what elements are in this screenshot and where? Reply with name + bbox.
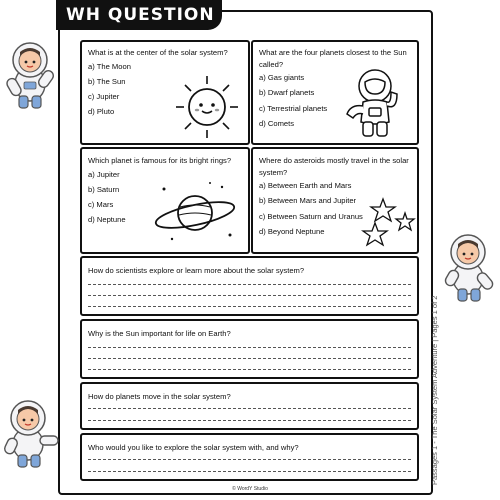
mcq-question: Where do asteroids mostly travel in the solar system? [259,156,409,177]
page-side-caption: Passages 1 - The Solar System Adventure | Pages 1 of 2 [430,295,439,485]
mcq-option[interactable]: b) The Sun [88,76,126,86]
answer-line[interactable] [88,420,411,421]
mcq-option[interactable]: a) The Moon [88,61,131,71]
open-question: Why is the Sun important for life on Earth? [88,329,231,338]
mcq-option[interactable]: d) Comets [259,118,295,128]
open-question: How do scientists explore or learn more about the solar system? [88,266,305,275]
answer-line[interactable] [88,358,411,359]
copyright-footer: © WordY Studio [232,486,268,492]
mcq-option[interactable]: b) Saturn [88,184,120,194]
answer-line[interactable] [88,459,411,460]
mcq-option[interactable]: a) Gas giants [259,73,305,82]
answer-line[interactable] [88,306,411,307]
mcq-option[interactable]: c) Jupiter [88,92,120,102]
mcq-box-1 [80,40,250,145]
open-question: How do planets move in the solar system? [88,392,231,401]
answer-line[interactable] [88,408,411,409]
mcq-option[interactable]: d) Neptune [88,215,126,225]
open-question-box-1 [80,256,419,316]
open-question: Who would you like to explore the solar system with, and why? [88,443,299,452]
mcq-option[interactable]: d) Beyond Neptune [259,226,325,236]
mcq-option[interactable]: a) Jupiter [88,169,120,179]
open-question-box-4 [80,433,419,481]
answer-line[interactable] [88,369,411,370]
answer-line[interactable] [88,295,411,296]
mcq-option[interactable]: b) Dwarf planets [259,88,315,98]
astronaut-sticker-icon [0,38,60,110]
answer-line[interactable] [88,284,411,285]
mcq-option[interactable]: c) Terrestrial planets [259,103,328,113]
open-question-box-2 [80,319,419,379]
answer-line[interactable] [88,471,411,472]
mcq-question: What is at the center of the solar system? [88,48,228,57]
mcq-option[interactable]: a) Between Earth and Mars [259,181,352,190]
mcq-option[interactable]: b) Between Mars and Jupiter [259,196,357,206]
astronaut-icon [341,64,403,142]
ringed-planet-icon [150,179,240,247]
open-question-box-3 [80,382,419,430]
mcq-option[interactable]: c) Mars [88,200,114,210]
mcq-question: Which planet is famous for its bright rings? [88,156,232,165]
astronaut-sticker-icon [438,232,500,304]
stars-icon [361,195,417,251]
answer-line[interactable] [88,347,411,348]
astronaut-sticker-icon [0,398,62,470]
mcq-option[interactable]: d) Pluto [88,107,115,117]
mcq-box-3 [80,147,250,254]
mcq-question: What are the four planets closest to the Sun called? [259,48,407,69]
smiling-sun-icon [174,74,240,140]
mcq-box-2 [251,40,419,145]
mcq-option[interactable]: c) Between Saturn and Uranus [259,211,363,221]
mcq-box-4 [251,147,419,254]
page-title: WH QUESTION [56,0,222,30]
